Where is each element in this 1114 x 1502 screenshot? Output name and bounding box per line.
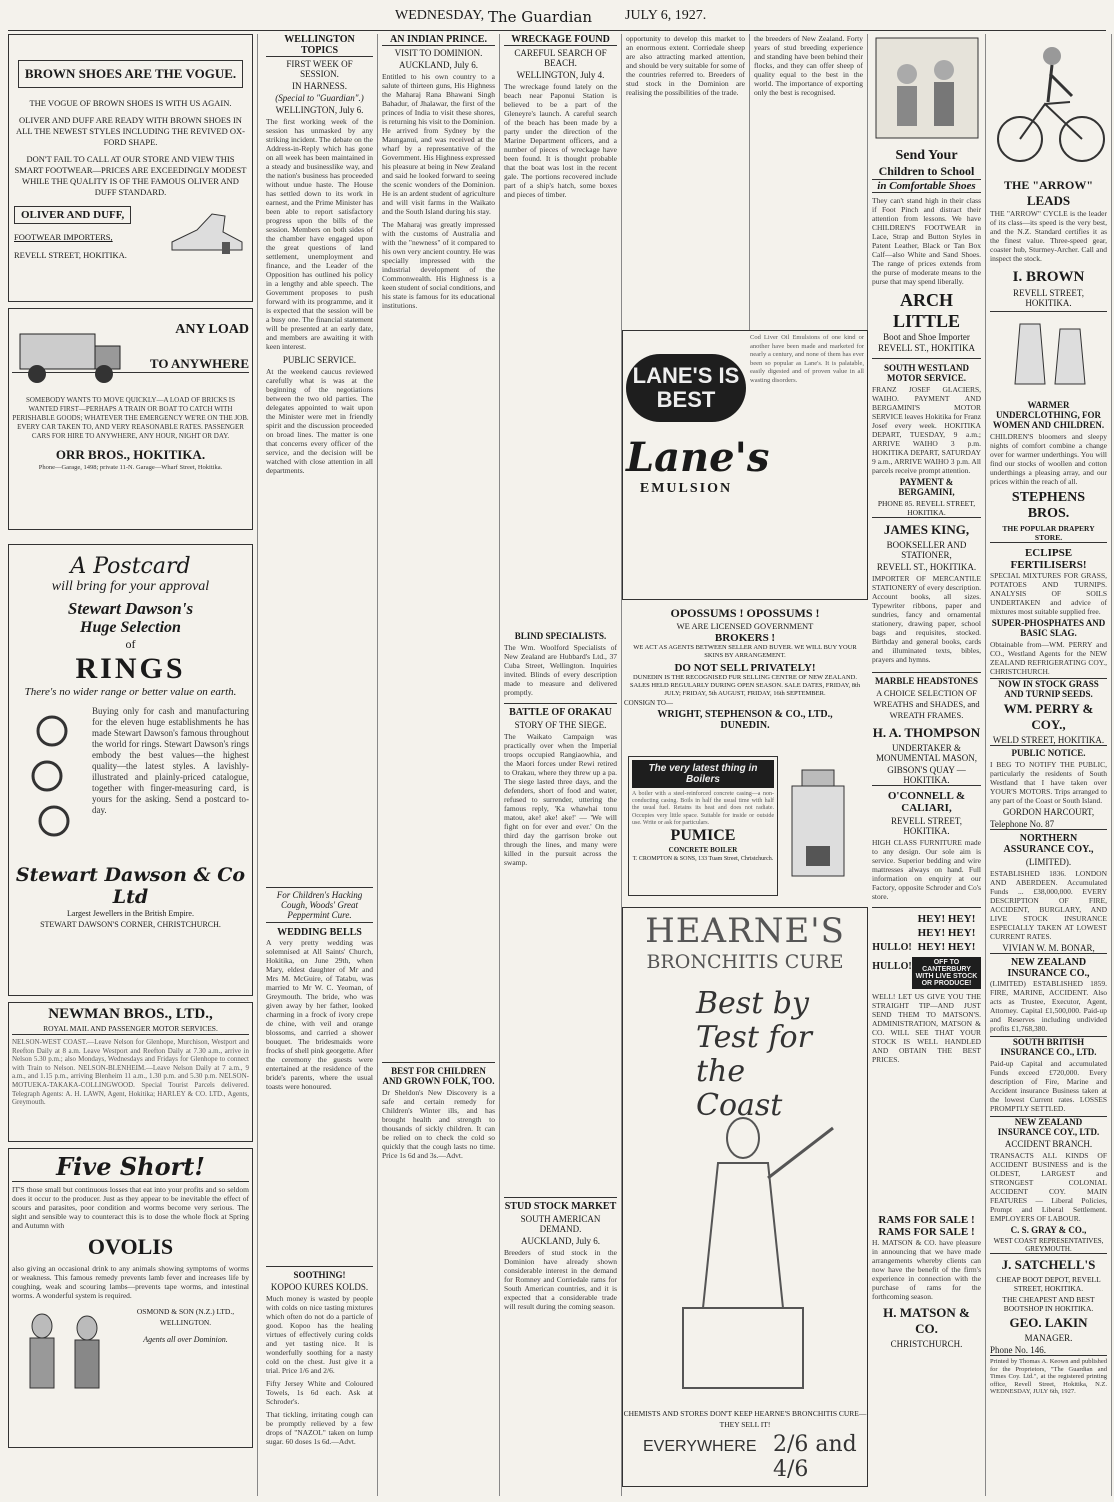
lakin-name: GEO. LAKIN xyxy=(1009,1315,1088,1330)
stud-stock-body: Breeders of stud stock in the Dominion have already shown considerable interest in the demand for Romney and Corriedale rams for South American countries, and it is expected that a considerable trade will result during the coming season. xyxy=(504,1248,617,1311)
hearnes-price: 2/6 and 4/6 xyxy=(773,1432,857,1482)
wide-ad-area xyxy=(622,330,868,1496)
of-label: of xyxy=(125,637,136,651)
orr-bros-name: ORR BROS., HOKITIKA. xyxy=(55,447,206,462)
opossums-do-not-sell: DO NOT SELL PRIVATELY! xyxy=(674,662,816,674)
lakin-role: MANAGER. xyxy=(1024,1333,1073,1343)
postcard-approval: will bring for your approval xyxy=(51,579,210,594)
five-short-body-2: also giving an occasional drink to any animals showing symptoms of worms or weakness. This famous remedy prevents lamb fever and increases life by coughing, weak and scouring lambs—prevents tape worms, and intestinal worms. A wonderful system is required. xyxy=(12,1264,249,1300)
wellington-topics-continued xyxy=(266,475,373,885)
postcard-heading: A Postcard xyxy=(70,554,191,579)
i-brown-address: REVELL STREET, HOKITIKA. xyxy=(990,288,1107,312)
any-load-text: SOMEBODY WANTS TO MOVE QUICKLY—A LOAD OF BRICKS IS WANTED FIRST—PERHAPS A TRAIN OR BOAT TO CATCH WITH PERISHABLE GOODS; WHATEVER THE EMERGENCY WE'RE ON THE JOB. EVERY CAR TAKEN TO, AND VERY REASONABLE RATES. PASSENGER CARS FOR HIRE TO ANYWHERE, ANY HOUR, NIGHT OR DAY. xyxy=(12,396,249,440)
five-short-ad xyxy=(8,1148,253,1448)
kopoo-title: KOPOO KURES KOLDS. xyxy=(270,1282,369,1292)
statue-illustration xyxy=(623,1108,863,1398)
farmers-illustration xyxy=(12,1306,122,1396)
oconnell-caliari-body: HIGH CLASS FURNITURE made to any design. Our sole aim is service. Superior bedding and wire mattresses always on hand. Full information on enquiry at our Factory, opposite Schroder and Co's store. xyxy=(872,838,981,901)
nz-insurance-2-body: TRANSACTS ALL KINDS OF ACCIDENT BUSINESS and is the OLDEST, LARGEST and STRONGEST COLONIAL ACCIDENT COY. MAIN FEATURES — Liberal Policies, Prompt and Liberal Settlement. EMPLOYERS OF LABOUR. xyxy=(990,1151,1107,1223)
stephens-bros-sub: THE POPULAR DRAPERY STORE. xyxy=(990,524,1107,543)
payment-bergamini: PAYMENT & BERGAMINI, xyxy=(898,477,955,497)
blind-specialists-title: BLIND SPECIALISTS. xyxy=(514,631,607,641)
rams-for-sale-1: RAMS FOR SALE ! xyxy=(878,1214,975,1226)
send-your-body: They can't stand high in their class if Foot Pinch and distract their attention from lessons. We have CHILDREN'S FOOTWEAR in Lace, Strap and Button Styles in Patent Leather, Black or Tan Box Calf—also White and Sand Shoes. The range of prices extends from the purse of moderate means to the purse that may spend liberally. xyxy=(872,196,981,286)
lanes-word: EMULSION xyxy=(639,481,733,496)
thompson-name: H. A. THOMPSON xyxy=(872,725,981,740)
arrow-title: THE "ARROW" xyxy=(1004,178,1093,192)
rings-heading: RINGS xyxy=(75,652,186,685)
stud-stock-dateline: AUCKLAND, July 6. xyxy=(520,1236,600,1246)
wedding-bells-body: A very pretty wedding was solemnised at All Saints' Church, Hokitika, on June 29th, when Mary, eldest daughter of Mr and Mrs M. McGuire, of Tatabu, was married to Mr W. C. Yeoman, of Greymouth. The bride, who was given away by her father, looked charming in a frock of ivory crepe de chine, with veil and orange blossoms, and carried a shower bouquet. The bridesmaids wore frocks of shell pink georgette. After the ceremony the guests were entertained at the residence of the bride's parents, where the usual toasts were honoured. xyxy=(266,938,373,1091)
nz-insurance-body: (LIMITED) ESTABLISHED 1859. FIRE, MARINE, ACCIDENT. Also acts as Trustee, Executor, Agent, Attorney. Capital £1,500,000. Paid-up and Reserves including undivided profits £1,768,380. xyxy=(990,979,1107,1033)
towels-ad: Fifty Jersey White and Coloured Towels, 1s 6d each. Ask at Schroder's. xyxy=(266,1379,373,1406)
lanes-visual xyxy=(626,334,770,596)
gray-sub: WEST COAST REPRESENTATIVES, GREYMOUTH. xyxy=(990,1237,1107,1254)
masthead-title: The Guardian xyxy=(488,8,593,26)
public-service-body: At the weekend caucus reviewed carefully what is was at the beginning of the negotiations between the two old parties. The delegates appointed to wait upon the Minister were met in friendly spirit and the discussion proceeded on broad lines. The matter is one that concerns every officer of the service, and the decision will be watched with close attention in all departments. xyxy=(266,367,373,475)
stewart-dawsons-name: Stewart Dawson's xyxy=(67,599,194,618)
lanes-is-best: LANE'S IS BEST xyxy=(626,354,746,422)
soothing-heading: SOOTHING! xyxy=(266,1266,373,1280)
send-your: Send Your xyxy=(895,148,958,163)
battle-orakau-body: The Waikato Campaign was practically over when the Imperial troops occupied Rangiaowhia, and the Maori forces under Rewi retired to Orakau, where they threw up a pa. The siege lasted three days, and the defenders, short of food and water, refused to surrender, uttering the famous reply, 'Ka whawhai tonu matou, ake! ake! ake!' — 'We will fight on for ever and ever.' On the third day the garrison broke out through the lines, and many were killed in the pursuit across the swamp. xyxy=(504,732,617,867)
any-load-heading: ANY LOAD xyxy=(175,322,249,337)
opossums-line-4: DUNEDIN IS THE RECOGNISED FUR SELLING CENTRE OF NEW ZEALAND. xyxy=(633,674,857,681)
thompson-role: UNDERTAKER & MONUMENTAL MASON, xyxy=(876,743,977,763)
hullo-row xyxy=(872,912,981,989)
matson-hullo-ad xyxy=(872,907,981,1349)
south-westland-body: FRANZ JOSEF GLACIERS, WAIHO. PAYMENT AND BERGAMINI'S MOTOR SERVICE leaves Hokitika for Franz Josef every week. HOKITIKA DEPART, TUESDAY, 9 a.m.; ARRIVE WAIHO 3 p.m. HOKITIKA DEPART, SATURDAY 9 a.m., ARRIVE WAIHO 3 p.m. All parcels receive prompt attention. xyxy=(872,385,981,475)
column-8 xyxy=(986,34,1112,1496)
comfortable-shoes: in Comfortable Shoes xyxy=(872,179,981,193)
hearnes-best: Best by Test for the Coast xyxy=(696,986,812,1123)
stewart-dawson-ad xyxy=(8,544,253,996)
super-phosphates-title: SUPER-PHOSPHATES AND BASIC SLAG. xyxy=(991,618,1106,638)
best-for-children-body: Dr Sheldon's New Discovery is a safe and certain remedy for Children's Winter ills, and has brought health and strength to thousands of sickly children. It can be relied on to check the cold so quickly that the cough lasts no time. Price 1s 6d and 3s.—Advt. xyxy=(382,1088,495,1160)
huge-selection: Huge Selection xyxy=(80,619,181,636)
matson-town: CHRISTCHURCH. xyxy=(890,1339,963,1349)
indian-prince-body-2: The Maharaj was greatly impressed with the customs of Australia and with the "newness" of it compared to his own very ancient country. He was specially impressed with the industrial development of the Commonwealth. His Highness is a keen student of social conditions, and his state is famous for its educational institutions. xyxy=(382,220,495,310)
eclipse-fertilisers-title: ECLIPSE FERTILISERS! xyxy=(1010,547,1087,571)
column-4 xyxy=(500,34,622,1496)
stud-stock-sub: SOUTH AMERICAN DEMAND. xyxy=(520,1214,601,1234)
stewart-dawson-foot-2: STEWART DAWSON'S CORNER, CHRISTCHURCH. xyxy=(40,920,221,929)
newman-bros-body: NELSON-WEST COAST.—Leave Nelson for Glenhope, Murchison, Westport and Reefton Daily at 8 a.m. Leave Westport and Reefton Daily at 7.30 a.m., arrive in Nelson 5.30 p.m.; also Mondays, Wednesdays and Fridays for Glenhope to connect with Train to Nelson. NELSON-BLENHEIM.—Leave Nelson Daily at 7 a.m., 9 a.m., and 1.15 p.m., arriving Blenheim 11 a.m., 1.30 p.m. and 5.30 p.m. NELSON-MOTUEKA-TAKAKA-COLLINGWOOD. Special Tourist Parcels delivered. Telegraph Agents: A. H. LAWN, Agent, Hokitika; HARLEY & CO. LTD., Agents, Greymouth. xyxy=(12,1038,249,1107)
battle-orakau-spacer xyxy=(504,867,617,1197)
opossums-line-1: WE ARE LICENSED GOVERNMENT xyxy=(676,621,814,631)
wright-stephenson-name: WRIGHT, STEPHENSON & CO., LTD., xyxy=(657,709,833,720)
column-3 xyxy=(378,34,500,1496)
opossums-consign: CONSIGN TO— xyxy=(624,699,673,707)
brown-shoes-ad xyxy=(8,34,253,302)
lanes-text: Cod Liver Oil Emulsions of one kind or another have been made and marketed for nearly a century, and none of them has ever been so popular as Lane's. It is palatable, easily digested and of proven value in all wasting disorders. xyxy=(750,334,864,384)
nz-insurance-2-sub: ACCIDENT BRANCH. xyxy=(1004,1139,1093,1149)
northern-assurance-body: ESTABLISHED 1836. LONDON AND ABERDEEN. Accumulated Funds ... £38,000,000. EVERY DESCRIPTION OF FIRE, ACCIDENT, BURGLARY, AND LIVE STOCK INSURANCE ESPECIALLY TAKEN AT LOWEST CURRENT RATES. xyxy=(990,869,1107,941)
wreckage-found-title: WRECKAGE FOUND xyxy=(504,34,617,46)
hey-text: HEY! HEY! HEY! HEY! HEY! HEY! xyxy=(917,913,976,953)
battle-orakau-title: BATTLE OF ORAKAU xyxy=(504,703,617,718)
indian-prince-title: AN INDIAN PRINCE. xyxy=(382,34,495,46)
hullo-spacer xyxy=(872,1064,981,1214)
arch-little-name: ARCH LITTLE xyxy=(892,290,961,331)
column-2 xyxy=(262,34,378,1496)
brown-shoes-title: BROWN SHOES ARE THE VOGUE. xyxy=(18,60,243,88)
public-service-head: PUBLIC SERVICE. xyxy=(282,355,357,365)
wellington-topics-dateline: WELLINGTON, July 6. xyxy=(275,105,364,115)
indian-prince-spacer xyxy=(382,310,495,1060)
marble-headstones-body: A CHOICE SELECTION OF WREATHS and SHADES, and WREATH FRAMES. xyxy=(873,688,980,720)
wreckage-found-sub: CAREFUL SEARCH OF BEACH. xyxy=(514,48,607,68)
oliver-duff-name: OLIVER AND DUFF, xyxy=(14,206,131,224)
pumice-headline: The very latest thing in Boilers xyxy=(632,760,774,788)
wreckage-found-dateline: WELLINGTON, July 4. xyxy=(516,70,605,80)
james-king-role: BOOKSELLER AND STATIONER, xyxy=(886,540,967,560)
hullo-1: HULLO! xyxy=(872,942,912,953)
warmer-underclothing-title: WARMER UNDERCLOTHING, FOR WOMEN AND CHILDREN. xyxy=(992,400,1105,430)
masthead-date: JULY 6, 1927. xyxy=(625,8,707,23)
oconnell-caliari-name: O'CONNELL & CALIARI, xyxy=(887,790,966,814)
any-load-ad xyxy=(8,308,253,530)
underclothing-illustration xyxy=(990,314,1108,394)
oliver-duff-role: FOOTWEAR IMPORTERS, xyxy=(14,232,113,242)
public-notice-phone: Telephone No. 87 xyxy=(990,819,1107,830)
hullo-body: WELL! LET US GIVE YOU THE STRAIGHT TIP—AND JUST SEND THEM TO MATSON'S. ADMINISTRATION, MATSON & CO. WILL SEE THAT YOUR STOCK IS WELL HANDLED AND OBTAIN THE BEST PRICES. xyxy=(872,992,981,1064)
postcard-body: Buying only for cash and manufacturing for the eleven huge establishments he has made Stewart Dawson's famous throughout the world for rings. Stewart Dawson's rings embody the best values—the highest quality—the latest styles. A lavishly-illustrated and plainly-priced catalogue, together with finger-measuring card, is yours for the asking. Send a postcard to-day. xyxy=(92,706,249,815)
column-7 xyxy=(868,34,986,1496)
cyclist-illustration xyxy=(990,34,1108,174)
indian-prince-sub: VISIT TO DOMINION. xyxy=(394,48,483,58)
brown-line-2: OLIVER AND DUFF ARE READY WITH BROWN SHOES IN ALL THE NEWEST STYLES INCLUDING THE REVIVED OX-FORD SHAPE. xyxy=(16,115,245,147)
james-king-address: REVELL ST., HOKITIKA. xyxy=(876,562,977,572)
wm-perry-address: WELD STREET, HOKITIKA. xyxy=(990,735,1107,746)
rams-body: H. MATSON & CO. have pleasure in announcing that we have made arrangements whereby clients can now have the benefit of the firm's experience in connection with the purchase of rams for the forthcoming season. xyxy=(872,1238,981,1301)
satchell-body: THE CHEAPEST AND BEST BOOTSHOP IN HOKITIKA. xyxy=(1002,1295,1095,1313)
arch-little-role: Boot and Shoe Importer xyxy=(883,332,970,342)
hullo-block xyxy=(872,912,912,989)
hearnes-ad xyxy=(622,907,868,1487)
lanes-emulsion-ad xyxy=(622,330,868,600)
stephens-bros-name: STEPHENS BROS. xyxy=(1011,490,1086,521)
public-notice-title: PUBLIC NOTICE. xyxy=(1011,748,1086,758)
rings-tagline: There's no wider range or better value on earth. xyxy=(24,686,237,698)
indian-prince-dateline: AUCKLAND, July 6. xyxy=(398,60,478,70)
northern-assurance-ltd: (LIMITED). xyxy=(1025,857,1072,867)
opossums-title: OPOSSUMS ! OPOSSUMS ! xyxy=(670,606,820,620)
wedding-bells-spacer xyxy=(266,1091,373,1266)
best-for-children-title: BEST FOR CHILDREN AND GROWN FOLK, TOO. xyxy=(382,1062,495,1086)
wellington-topics-body: The first working week of the session has unmasked by any striking incident. The debate on the Address-in-Reply which has gone on all week has been maintained in a steady and businesslike way, and the nation's business has proceeded without undue haste. The House has settled down to its work in earnest, and the Prime Minister has been able to report satisfactory progress upon the bills of the session. Members on both sides of the chamber have engaged upon the great questions of land settlement, unemployment and finance, and the Leader of the Opposition has outlined his policy in a lengthy and able speech. The Government proposes to push forward with its programme, and it is expected that the session will be a busy one. The financial statement will be presented at an early date, and members are awaiting it with keen interest. xyxy=(266,117,373,351)
hullo-2: HULLO! xyxy=(872,961,912,972)
satchell-name: J. SATCHELL'S xyxy=(1001,1257,1096,1272)
wellington-topics-sub-2: IN HARNESS. xyxy=(291,81,347,91)
lanes-brand: Lane's xyxy=(626,434,770,481)
opossums-line-3: WE ACT AS AGENTS BETWEEN SELLER AND BUYER. WE WILL BUY YOUR SKINS BY ARRANGEMENT. xyxy=(633,644,857,659)
south-british-title: SOUTH BRITISH INSURANCE CO., LTD. xyxy=(990,1036,1107,1057)
pumice-sub: CONCRETE BOILER xyxy=(668,846,738,855)
oconnell-caliari-address: REVELL STREET, HOKITIKA. xyxy=(891,816,962,836)
eclipse-fertilisers-body: SPECIAL MIXTURES FOR GRASS, POTATOES AND TURNIPS. ANALYSIS OF SOILS UNDERTAKEN and advice of mixtures most suitable supplied free. xyxy=(990,571,1107,616)
payment-bergamini-phone: PHONE 85. REVELL STREET, HOKITIKA. xyxy=(872,499,981,518)
wm-perry-name: WM. PERRY & COY., xyxy=(1003,701,1094,732)
postcard-body-row xyxy=(12,706,249,856)
thompson-address: GIBSON'S QUAY — HOKITIKA. xyxy=(872,765,981,786)
five-short-footer xyxy=(12,1306,249,1396)
pumice-row xyxy=(622,756,868,901)
osmond-agent: OSMOND & SON (N.Z.) LTD., WELLINGTON. xyxy=(136,1307,235,1327)
opossums-line-2: BROKERS ! xyxy=(714,632,776,644)
grass-seeds-title: NOW IN STOCK GRASS AND TURNIP SEEDS. xyxy=(990,678,1107,699)
opossums-line-5: SALES HELD REGULARLY DURING OPEN SEASON. SALE DATES, FRIDAY, 8th JULY; FRIDAY, 5th AUGUST, FRIDAY, 16th SEPTEMBER. xyxy=(629,682,861,697)
wellington-topics-sub-1: FIRST WEEK OF SESSION. xyxy=(286,59,353,79)
ovolis-brand: OVOLIS xyxy=(87,1234,174,1259)
truck-icon xyxy=(12,312,132,392)
off-to-canterbury: OFF TO CANTERBURY WITH LIVE STOCK OR PRODUCE! xyxy=(912,957,981,989)
stewart-dawson-logo: Stewart Dawson & Co Ltd xyxy=(15,864,246,908)
rams-for-sale-2: RAMS FOR SALE ! xyxy=(878,1226,975,1238)
brown-line-1: THE VOGUE OF BROWN SHOES IS WITH US AGAIN. xyxy=(29,98,232,108)
shoe-icon xyxy=(167,202,247,257)
imprint: Printed by Thomas A. Keown and published for the Proprietors, "The Guardian and Times Coy. Ltd.", at the registered printing office, Revell Street, Hokitika, N.Z. WEDNESDAY, JULY 6th, 1927. xyxy=(990,1358,1107,1395)
arch-little-address: REVELL ST., HOKITIKA xyxy=(872,343,981,359)
osmond-agent-2: Agents all over Dominion. xyxy=(143,1335,228,1344)
orr-bros-phone: Phone—Garage, 1498; private 11-N. Garage—Wharf Street, Hokitika. xyxy=(38,464,223,471)
pumice-body: A boiler with a steel-reinforced concrete casing—a non-conducting casing. Boils in half the usual time with half the usual fuel. Retains its heat and does not radiate. Occupies very little space. Suitable for inside or outside use. Write or ask for particulars. xyxy=(632,791,774,826)
matson-name: H. MATSON & CO. xyxy=(883,1305,970,1336)
wreckage-found-body: The wreckage found lately on the beach near Paponui Station is believed to be a part of the Gleneyre's launch. A careful search of the beach has been made by a party under the direction of the Marine Department officers, and a number of pieces of wreckage have been found. It is thought probable that the boat was lost in the recent gale. The portions recovered include part of a ship's hatch, some boxes and pieces of timber. xyxy=(504,82,617,199)
satchell-sub: CHEAP BOOT DEPOT, REVELL STREET, HOKITIKA. xyxy=(996,1275,1101,1293)
to-anywhere-heading: TO ANYWHERE xyxy=(12,356,249,373)
column-1 xyxy=(4,34,258,1496)
marble-headstones-title: MARBLE HEADSTONES xyxy=(872,672,981,686)
super-phosphates-body: Obtainable from—WM. PERRY and CO., Westland Agents for the NEW ZEALAND REFRIGERATING COY., CHRISTCHURCH. xyxy=(990,640,1107,676)
stud-stock-title: STUD STOCK MARKET xyxy=(504,1197,617,1212)
south-british-body: Paid-up Capital and accumulated Funds exceed £720,000. Every description of Fire, Marine and Accident insurance Business taken at the lowest Current rates. LOSSES PROMPTLY SETTLED. xyxy=(990,1059,1107,1113)
hearnes-footer: CHEMISTS AND STORES DON'T KEEP HEARNE'S BRONCHITIS CURE—THEY SELL IT! xyxy=(623,1409,867,1429)
battle-orakau-sub: STORY OF THE SIEGE. xyxy=(514,720,607,730)
opossums-ad xyxy=(622,606,868,756)
masthead xyxy=(0,0,1114,30)
lakin-phone: Phone No. 146. xyxy=(990,1345,1107,1356)
james-king-name: JAMES KING, xyxy=(883,522,970,537)
warmer-underclothing-body: CHILDREN'S bloomers and sleepy nights of comfort combine a change over for warmer underthings. You will find our stocks of woollen and cotton underthings a pleasing array, and our prices within the reach of all. xyxy=(990,432,1107,486)
newman-bros-sub: ROYAL MAIL AND PASSENGER MOTOR SERVICES. xyxy=(12,1023,249,1035)
northern-assurance-title: NORTHERN ASSURANCE COY., xyxy=(1003,833,1094,855)
breeders-continued: the breeders of New Zealand. Forty years of stud breeding experience and standing have been behind their flocks, and they can offer sheep of quality equal to the best in the world. The importance of exporting only the best is recognised. xyxy=(754,34,863,97)
wright-stephenson-town: DUNEDIN. xyxy=(720,720,770,731)
blind-specialists-body: The Wm. Woolford Specialists of New Zealand are Hubbard's Ltd., 37 Cuba Street, Wellington. Inquiries invited. Blinds of every description made to measure and delivered promptly. xyxy=(504,643,617,697)
hearnes-title: HEARNE'S xyxy=(645,911,845,951)
stud-stock-continued: opportunity to develop this market to an enormous extent. Corriedale sheep are also attracting marked attention, and should be very suitable for some of the countries referred to. Breeders of stud stock in the Dominion are realising the possibilities of the trade. xyxy=(626,34,745,97)
wellington-topics-special: (Special to "Guardian".) xyxy=(275,93,364,103)
northern-assurance-agent: VIVIAN W. M. BONAR, xyxy=(990,943,1107,954)
pumice-maker: T. CROMPTON & SONS, 133 Tuam Street, Christchurch. xyxy=(632,856,774,863)
i-brown-name: I. BROWN xyxy=(1012,269,1085,285)
nazol-ad: That tickling, irritating cough can be promptly relieved by a few drops of "NAZOL" taken on lump sugar. 60 doses 1s 6d.—Advt. xyxy=(266,1410,373,1446)
rings-illustration xyxy=(12,706,92,856)
hey-block xyxy=(912,912,981,989)
james-king-body: IMPORTER OF MERCANTILE STATIONERY of every description. Account books, all sizes. Typewriter ribbons, paper and sundries, fancy and ornamental stationery, drawing paper, school bags and requisites, stocked. Birthday and general books, cards and illuminated texts, bibles, prayers and hymns. xyxy=(872,574,981,664)
pumice-brand: PUMICE xyxy=(670,827,736,845)
south-westland-title: SOUTH WESTLAND MOTOR SERVICE. xyxy=(883,363,970,383)
newman-bros-title: NEWMAN BROS., LTD., xyxy=(48,1006,213,1022)
newman-bros-ad xyxy=(8,1002,253,1142)
top-rule xyxy=(8,30,1106,31)
pumice-boiler-ad xyxy=(628,756,778,896)
children-to-school: Children to School xyxy=(878,164,975,178)
arrow-leads: LEADS xyxy=(1026,193,1071,208)
school-children-illustration xyxy=(872,34,982,144)
gray-name: C. S. GRAY & CO., xyxy=(1010,1225,1087,1235)
public-notice-sign: GORDON HARCOURT, xyxy=(1002,807,1095,817)
nz-insurance-2-title: NEW ZEALAND INSURANCE COY., LTD. xyxy=(990,1116,1107,1137)
wreckage-spacer xyxy=(504,199,617,629)
brown-shoes-footer xyxy=(12,198,249,268)
childrens-cough-notice: For Children's Hacking Cough, Woods' Great Peppermint Cure. xyxy=(266,887,373,923)
hearnes-sub: BRONCHITIS CURE xyxy=(646,951,844,973)
nz-insurance-title: NEW ZEALAND INSURANCE CO., xyxy=(1007,957,1090,979)
stewart-dawson-foot-1: Largest Jewellers in the British Empire. xyxy=(67,909,194,918)
indian-prince-body: Entitled to his own country to a salute of thirteen guns, His Highness the Maharaj Rana Bhawani Singh Bahadur, of Jhalawar, the first of the princes of India to visit these shores, is returning his visit to the Dominion. He arrived from Sydney by the Maunganui, and was received at the wharf by a representative of the Government. His Highness expressed his pleasure at being in New Zealand and said he looked forward to seeing the scenic wonders of the Dominion. He is an ardent student of agriculture and will visit farms in the Waikato and the South Island during his stay. xyxy=(382,72,495,216)
oliver-duff-address: REVELL STREET, HOKITIKA. xyxy=(14,250,127,260)
masthead-day: WEDNESDAY, xyxy=(395,8,485,23)
hearnes-everywhere: EVERYWHERE xyxy=(643,1438,757,1455)
boiler-illustration xyxy=(778,756,858,896)
public-notice-body: I BEG TO NOTIFY THE PUBLIC, particularly the residents of South Westland that I have taken over YOUR'S MOTORS. Trips arranged to any part of the Coast or South Island. xyxy=(990,760,1107,805)
five-short-body: IT'S those small but continuous losses that eat into your profits and so seldom does it occur to the producer. Just as they appear to be inevitable the effect of scours and parasites, poor condition and worms become very serious. The sight and sensible way to counteract this is to dose the whole flock at Spring and Autumn with xyxy=(12,1185,249,1230)
wellington-topics-title: WELLINGTON TOPICS xyxy=(266,34,373,57)
five-short-title: Five Short! xyxy=(12,1152,249,1182)
brown-line-3: DON'T FAIL TO CALL AT OUR STORE AND VIEW THIS SMART FOOTWEAR—PRICES ARE EXCEEDINGLY MODEST WHILE THE QUALITY IS OF THE FAMOUS OLIVER AND DUFF STANDARD. xyxy=(14,154,247,197)
kopoo-body: Much money is wasted by people with colds on nice tasting mixtures which often do not do a particle of good. Kopoo has the healing virtues of effectively curing colds and yet tasting nice. It is wonderfully soothing for a nasty cold on the chest. Just give it a trial. Price 1/6 and 2/6. xyxy=(266,1294,373,1375)
arrow-body: THE "ARROW" CYCLE is the leader of its class—its speed is the very best, and the N.Z. Standard certifies it as the finest value. Three-speed gear, coaster hub, Sturmey-Archer. Call and inspect the stock. xyxy=(990,209,1107,263)
wedding-bells-title: WEDDING BELLS xyxy=(277,927,362,938)
five-short-agent-block xyxy=(122,1306,249,1396)
